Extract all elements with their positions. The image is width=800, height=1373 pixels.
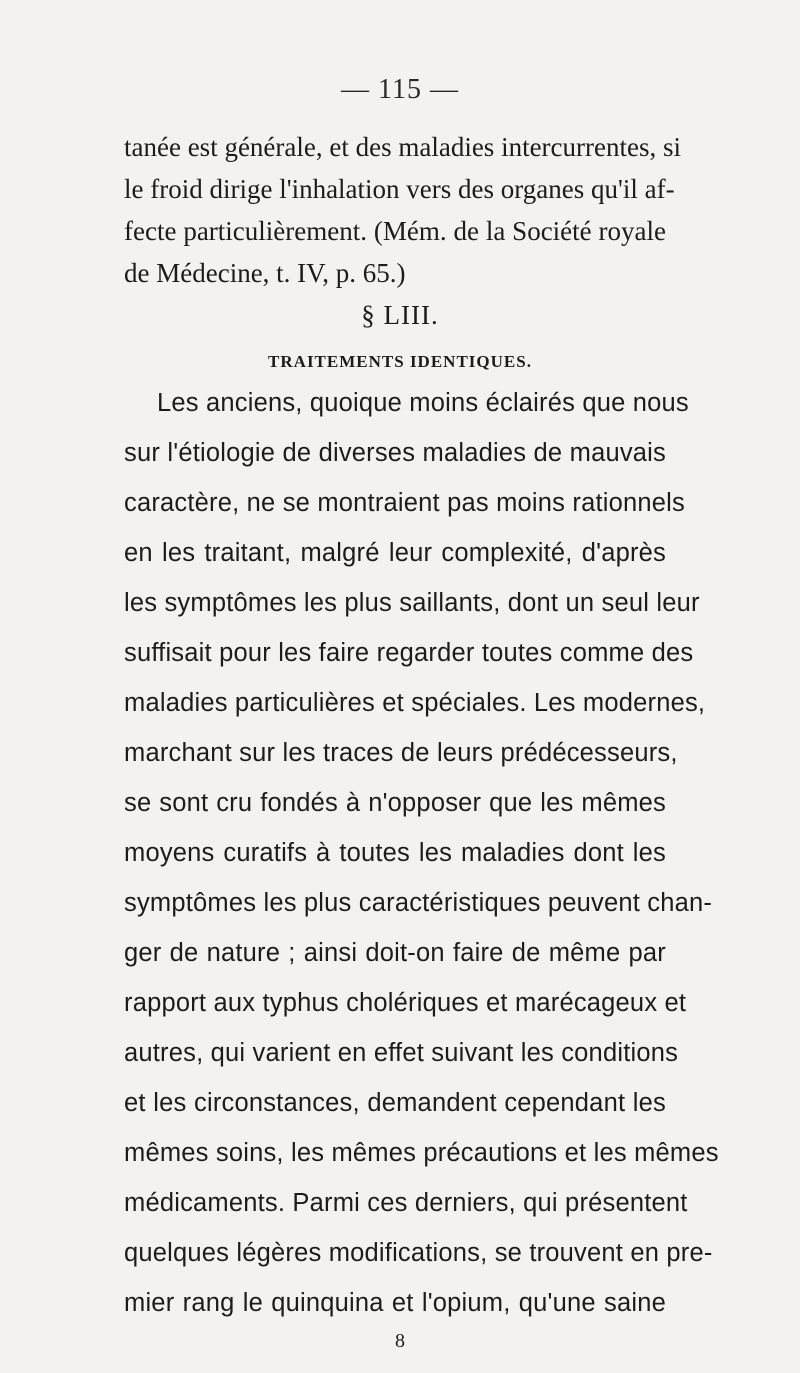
text-line: mêmes soins, les mêmes précautions et les mêmes — [124, 1139, 719, 1167]
text-line: et les circonstances, demandent cependant les — [124, 1089, 666, 1117]
text-line: médicaments. Parmi ces derniers, qui présentent — [124, 1189, 688, 1217]
text-line: maladies particulières et spéciales. Les modernes, — [124, 689, 706, 717]
text-line: ger de nature ; ainsi doit-on faire de même par — [124, 939, 666, 967]
section-number: § LIII. — [361, 300, 439, 330]
signature-mark: 8 — [395, 1330, 405, 1352]
text-line: mier rang le quinquina et l'opium, qu'une saine — [124, 1289, 666, 1317]
text-line: le froid dirige l'inhalation vers des organes qu'il af- — [124, 174, 675, 204]
text-line: Les anciens, quoique moins éclairés que nous — [157, 389, 689, 417]
text-line: quelques légères modifications, se trouvent en pre- — [124, 1239, 713, 1267]
text-line: sur l'étiologie de diverses maladies de mauvais — [124, 439, 666, 467]
text-line: moyens curatifs à toutes les maladies dont les — [124, 839, 666, 867]
text-line: fecte particulièrement. (Mém. de la Société royale — [124, 216, 666, 246]
text-line: marchant sur les traces de leurs prédécesseurs, — [124, 739, 678, 767]
page-number-header: — 115 — — [341, 74, 459, 105]
text-line: de Médecine, t. IV, p. 65.) — [124, 258, 406, 288]
text-line: symptômes les plus caractéristiques peuvent chan- — [124, 889, 713, 917]
text-line: suffisait pour les faire regarder toutes comme des — [124, 639, 694, 667]
text-line: en les traitant, malgré leur complexité, d'après — [124, 539, 666, 567]
text-line: caractère, ne se montraient pas moins rationnels — [124, 489, 685, 517]
section-title: TRAITEMENTS IDENTIQUES. — [268, 352, 532, 371]
text-line: rapport aux typhus cholériques et marécageux et — [124, 989, 687, 1017]
text-line: les symptômes les plus saillants, dont un seul leur — [124, 589, 700, 617]
text-line: se sont cru fondés à n'opposer que les mêmes — [124, 789, 666, 817]
text-line: tanée est générale, et des maladies intercurrentes, si — [124, 132, 681, 162]
text-line: autres, qui varient en effet suivant les conditions — [124, 1039, 679, 1067]
